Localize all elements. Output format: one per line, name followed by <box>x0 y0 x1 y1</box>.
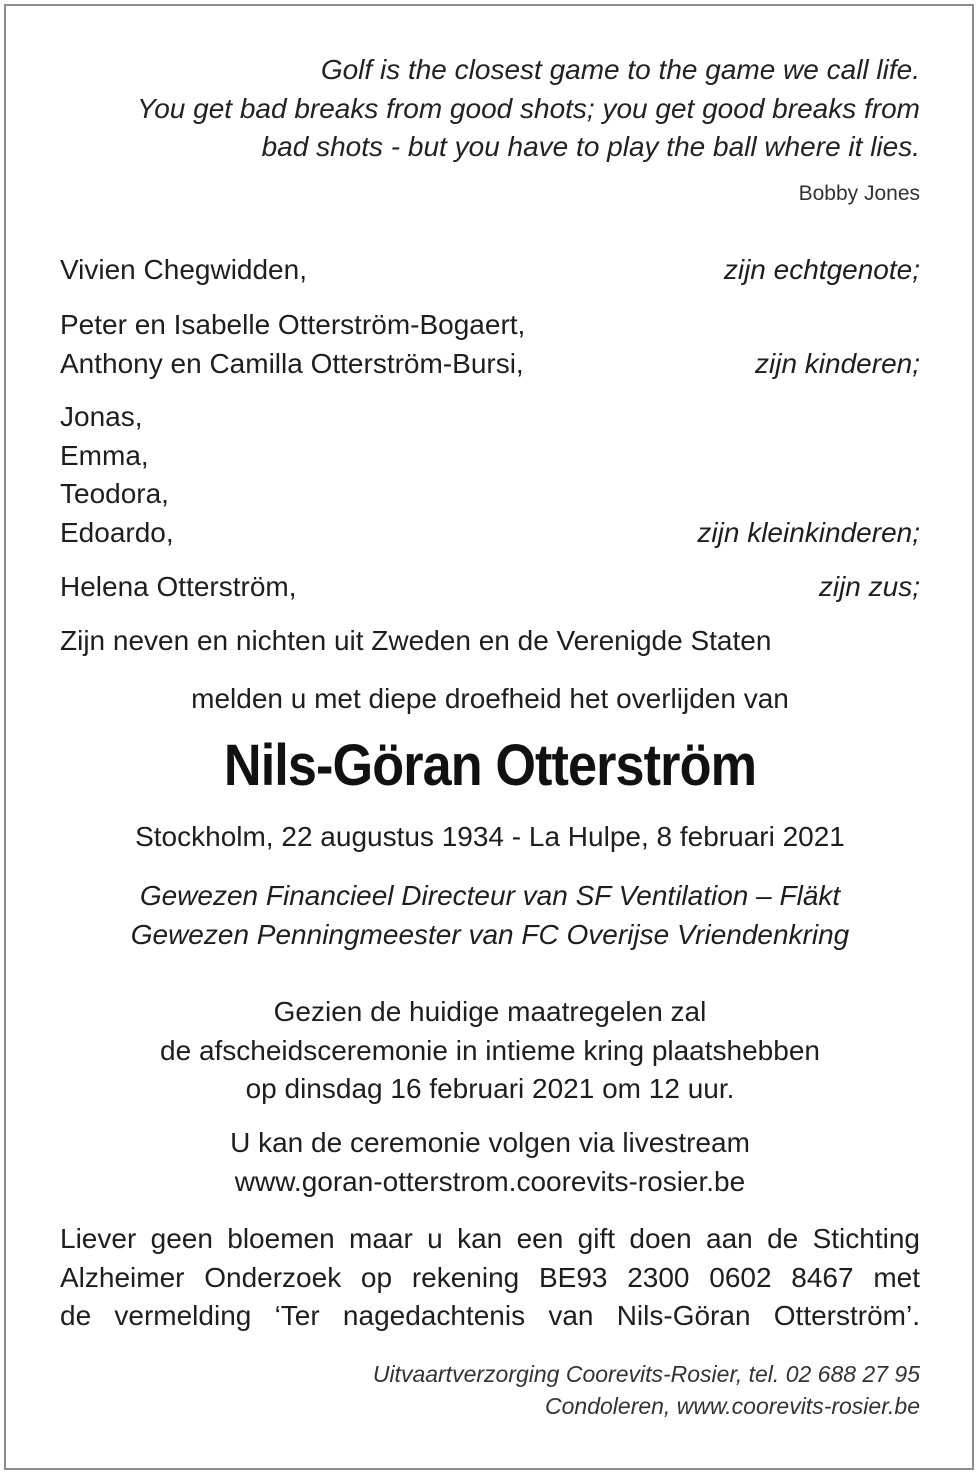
donation-info <box>60 1220 920 1336</box>
livestream-link[interactable]: www.goran-otterstrom.coorevits-rosier.be <box>234 1165 746 1197</box>
ceremony-line: de afscheidsceremonie in intieme kring plaatshebben <box>160 1034 820 1066</box>
family-sister <box>60 568 920 607</box>
family-name: Emma, <box>60 439 149 471</box>
role-line: Gewezen Penningmeester van FC Overijse Vriendenkring <box>130 918 850 950</box>
life-dates-text: Stockholm, 22 augustus 1934 - La Hulpe, 8 februari 2021 <box>135 821 845 852</box>
family-relation: zijn echtgenote; <box>723 254 920 285</box>
family-name: Peter en Isabelle Otterström-Bogaert, <box>60 309 526 340</box>
family-name: Edoardo, <box>60 516 174 548</box>
ceremony-info <box>0 993 980 1109</box>
life-dates <box>0 818 980 857</box>
donation-line: de vermelding ‘Ter nagedachtenis van Nils-Göran Otterström’. <box>60 1300 920 1331</box>
announcement <box>0 680 980 719</box>
donation-line: Alzheimer Onderzoek op rekening BE93 2300 0602 8467 met <box>60 1261 920 1293</box>
quote-line: Golf is the closest game to the game we call life. <box>320 54 920 85</box>
donation-line: Liever geen bloemen maar u kan een gift doen aan de Stichting <box>60 1223 920 1254</box>
family-name: Jonas, <box>60 401 143 432</box>
family-relation: zijn kleinkinderen; <box>697 516 920 548</box>
footer-credits <box>373 1358 920 1422</box>
relatives-text: Zijn neven en nichten uit Zweden en de Verenigde Staten <box>60 625 772 656</box>
family-relatives <box>60 622 920 661</box>
ceremony-line: Gezien de huidige maatregelen zal <box>273 996 707 1027</box>
family-grandchildren <box>60 398 920 552</box>
family-children <box>60 306 920 383</box>
deceased-name: Nils-Göran Otterström <box>223 733 757 798</box>
quote-line: bad shots - but you have to play the ball where it lies. <box>261 131 920 162</box>
ceremony-line: op dinsdag 16 februari 2021 om 12 uur. <box>245 1073 735 1104</box>
quote-line: You get bad breaks from good shots; you get good breaks from <box>137 92 920 124</box>
family-relation: zijn zus; <box>818 571 920 602</box>
role-line: Gewezen Financieel Directeur van SF Ventilation – Fläkt <box>139 880 841 911</box>
family-name: Vivien Chegwidden, <box>60 254 307 285</box>
quote-author: Bobby Jones <box>798 182 920 205</box>
former-roles <box>0 877 980 954</box>
livestream-info <box>0 1124 980 1201</box>
family-name: Teodora, <box>60 478 169 509</box>
family-name: Helena Otterström, <box>60 571 297 602</box>
livestream-line: U kan de ceremonie volgen via livestream <box>230 1127 750 1158</box>
family-relation: zijn kinderen; <box>755 347 920 379</box>
condolences-link[interactable]: Condoleren, www.coorevits-rosier.be <box>545 1393 920 1419</box>
family-name: Anthony en Camilla Otterström-Bursi, <box>60 347 524 379</box>
announcement-text: melden u met diepe droefheid het overlijden van <box>191 683 789 714</box>
funeral-home-line: Uitvaartverzorging Coorevits-Rosier, tel. 02 688 27 95 <box>372 1361 920 1387</box>
family-spouse <box>60 251 920 290</box>
golf-quote <box>50 51 920 167</box>
